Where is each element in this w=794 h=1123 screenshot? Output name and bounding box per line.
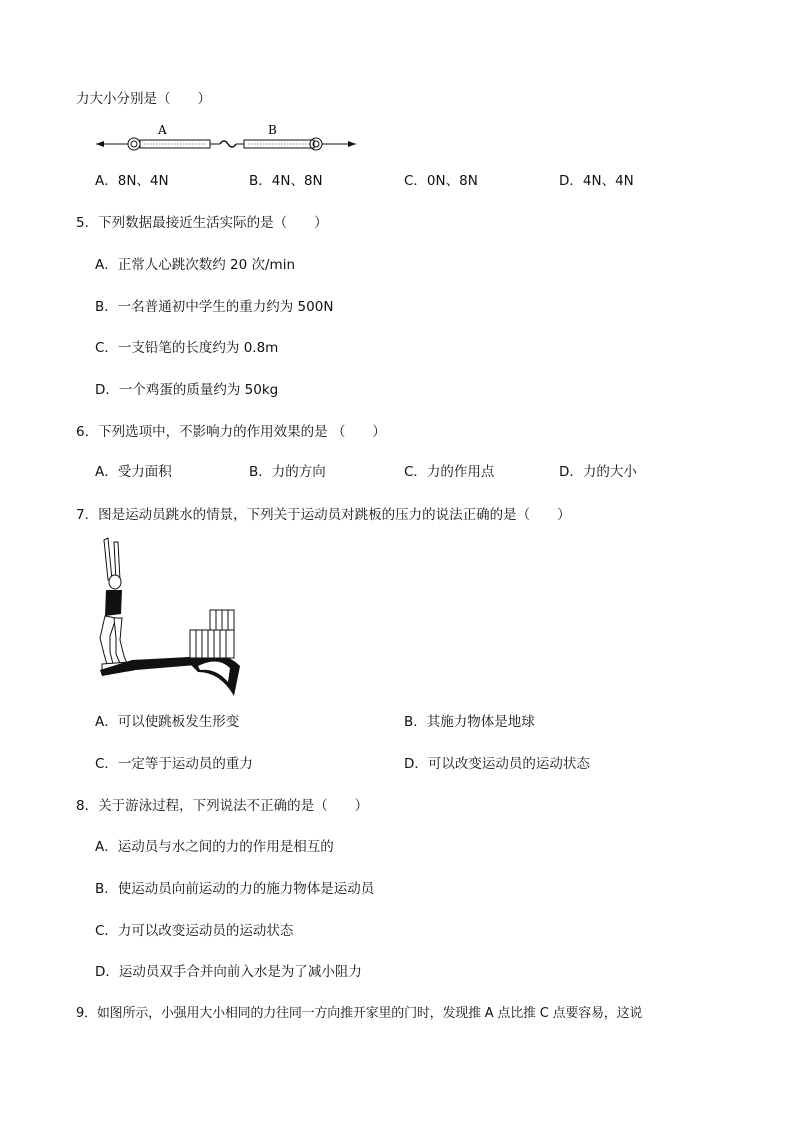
q7-option-a[interactable]: A．可以使跳板发生形变	[95, 714, 240, 730]
q6-stem: 6．下列选项中，不影响力的作用效果的是 （ ）	[76, 424, 386, 440]
q6-option-c[interactable]: C．力的作用点	[404, 464, 495, 480]
q5-option-c[interactable]: C．一支铅笔的长度约为 0.8m	[95, 340, 279, 356]
q5-option-d[interactable]: D．一个鸡蛋的质量约为 50kg	[95, 382, 279, 398]
q6-option-d[interactable]: D．力的大小	[559, 464, 637, 480]
q8-option-c[interactable]: C．力可以改变运动员的运动状态	[95, 923, 294, 939]
scale-label-b: B	[268, 123, 277, 137]
q7-option-b[interactable]: B．其施力物体是地球	[404, 714, 535, 730]
scale-label-a: A	[158, 123, 167, 137]
q8-option-a[interactable]: A．运动员与水之间的力的作用是相互的	[95, 839, 334, 855]
q7-option-d[interactable]: D．可以改变运动员的运动状态	[404, 756, 590, 772]
q8-stem: 8．关于游泳过程，下列说法不正确的是（ ）	[76, 798, 369, 814]
q4-option-b[interactable]: B．4N、8N	[249, 173, 323, 189]
q9-stem: 9．如图所示，小强用大小相同的力往同一方向推开家里的门时，发现推 A 点比推 C 点要容易，这说	[76, 1006, 643, 1021]
q5-option-b[interactable]: B．一名普通初中学生的重力约为 500N	[95, 299, 334, 315]
q4-option-d[interactable]: D．4N、4N	[559, 173, 634, 189]
q6-option-a[interactable]: A．受力面积	[95, 464, 172, 480]
q7-option-c[interactable]: C．一定等于运动员的重力	[95, 756, 253, 772]
spring-scales-figure	[94, 122, 359, 156]
q5-option-a[interactable]: A．正常人心跳次数约 20 次/min	[95, 257, 296, 273]
q6-option-b[interactable]: B．力的方向	[249, 464, 326, 480]
q4-option-a[interactable]: A．8N、4N	[95, 173, 169, 189]
q7-stem: 7．图是运动员跳水的情景，下列关于运动员对跳板的压力的说法正确的是（ ）	[76, 507, 571, 523]
q8-option-d[interactable]: D．运动员双手合并向前入水是为了减小阻力	[95, 964, 362, 980]
q4-stem-tail: 力大小分别是（ ）	[76, 91, 211, 107]
q5-stem: 5．下列数据最接近生活实际的是（ ）	[76, 215, 328, 231]
q8-option-b[interactable]: B．使运动员向前运动的力的施力物体是运动员	[95, 881, 375, 897]
q4-option-c[interactable]: C．0N、8N	[404, 173, 478, 189]
diver-springboard-figure	[90, 536, 245, 698]
